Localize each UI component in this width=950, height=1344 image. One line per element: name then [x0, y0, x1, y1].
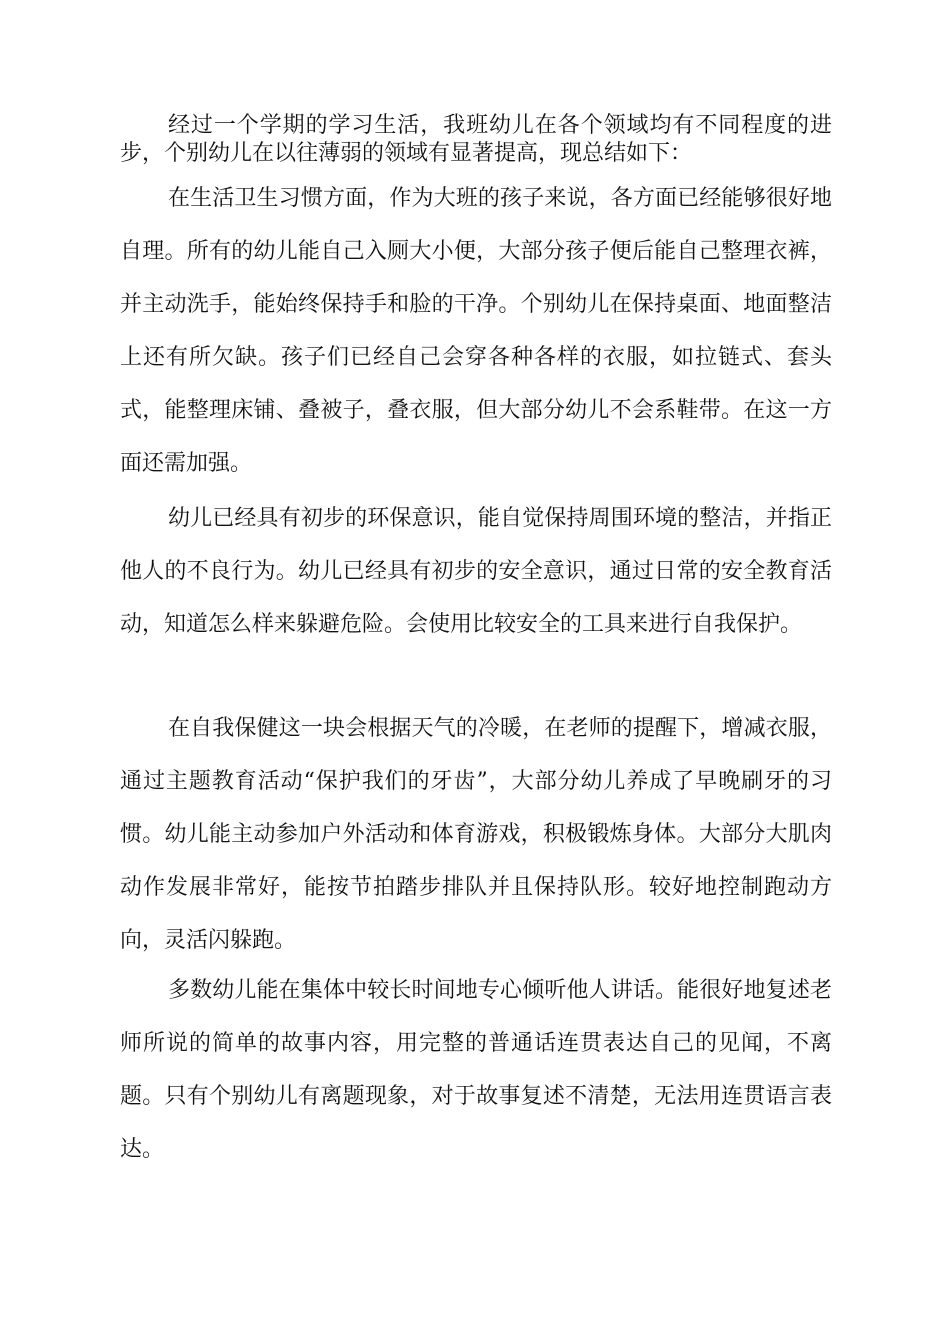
paragraph-self-care-health: 在自我保健这一块会根据天气的冷暖，在老师的提醒下，增减衣服，通过主题教育活动“保护我们的牙齿”，大部分幼儿养成了早晚刷牙的习惯。幼儿能主动参加户外活动和体育游戏，积极锻炼身体。大部分大肌肉动作发展非常好，能按节拍踏步排队并且保持队形。较好地控制跑动方向，灵活闪躲跑。	[120, 716, 832, 953]
paragraph-hygiene-habits: 在生活卫生习惯方面，作为大班的孩子来说，各方面已经能够很好地自理。所有的幼儿能自己入厕大小便，大部分孩子便后能自己整理衣裤，并主动洗手，能始终保持手和脸的干净。个别幼儿在保持桌面、地面整洁上还有所欠缺。孩子们已经自己会穿各种各样的衣服，如拉链式、套头式，能整理床铺、叠被子，叠衣服，但大部分幼儿不会系鞋带。在这一方面还需加强。	[120, 186, 832, 476]
paragraph-listening-language: 多数幼儿能在集体中较长时间地专心倾听他人讲话。能很好地复述老师所说的简单的故事内容，用完整的普通话连贯表达自己的见闻，不离题。只有个别幼儿有离题现象，对于故事复述不清楚，无法用连贯语言表达。	[120, 978, 832, 1162]
paragraph-intro: 经过一个学期的学习生活，我班幼儿在各个领域均有不同程度的进步，个别幼儿在以往薄弱的领域有显著提高，现总结如下：	[120, 113, 832, 166]
paragraph-safety-awareness: 幼儿已经具有初步的环保意识，能自觉保持周围环境的整洁，并指正他人的不良行为。幼儿已经具有初步的安全意识，通过日常的安全教育活动，知道怎么样来躲避危险。会使用比较安全的工具来进行自我保护。	[120, 506, 832, 637]
